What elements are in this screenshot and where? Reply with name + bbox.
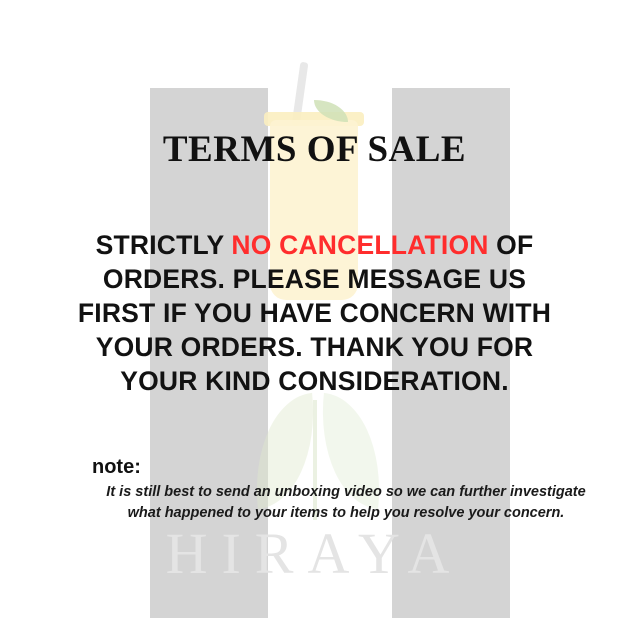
policy-text-after: OF ORDERS. PLEASE MESSAGE US FIRST IF YOU HAVE CONCERN WITH YOUR ORDERS. THANK YOU FOR YOUR KIND CONSIDERATION. [77,230,552,396]
brand-watermark: HIRAYA [165,521,464,586]
policy-text-highlight: NO CANCELLATION [231,230,489,260]
page-title: TERMS OF SALE [162,129,467,170]
note-text: It is still best to send an unboxing video so we can further investigate what happened to your items to help you resolve your concern. [106,484,586,521]
note-label: note: [92,456,141,478]
policy-statement [64,228,565,398]
policy-text-before: STRICTLY [95,230,232,260]
